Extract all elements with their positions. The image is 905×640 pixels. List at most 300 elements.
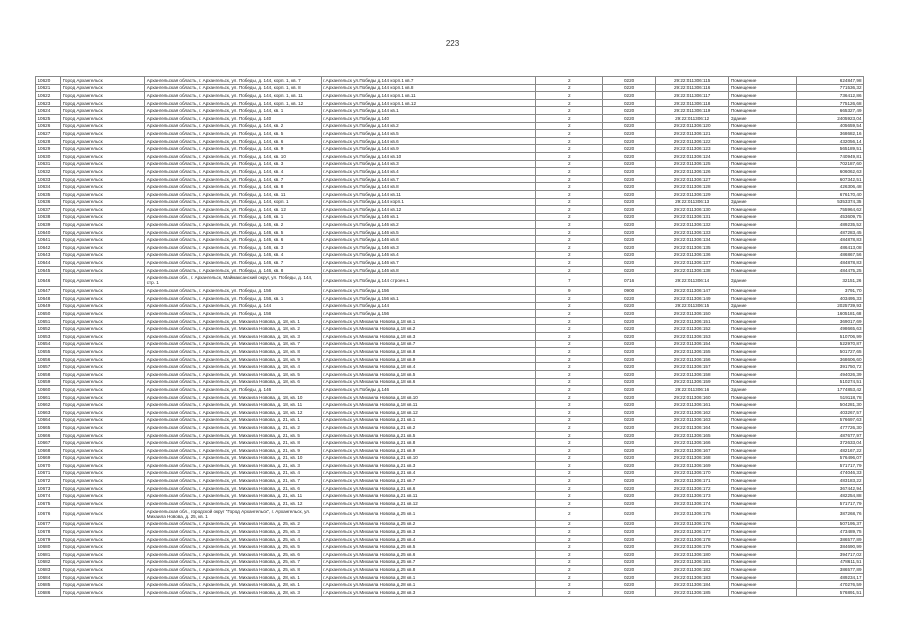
cell-full-address: Архангельская область, г. Архангельск, ул. Победы, д. 146, кв. 7 xyxy=(145,259,322,267)
cell-municipality: Город Архангельск xyxy=(61,520,145,528)
cell-cadastral-number: 29:22:011306:177 xyxy=(655,528,729,536)
cell-short-address: г.Архангельск ул.Михаила Новова д.25 кв.3 xyxy=(321,528,535,536)
cell-municipality: Город Архангельск xyxy=(61,99,145,107)
cell-cadastral-number: 29:22:011306:156 xyxy=(655,355,729,363)
cell-short-address: г.Архангельск ул.Победы д.146 кв.4 xyxy=(321,251,535,259)
cell-type-code: 2 xyxy=(536,535,603,543)
cell-object-kind: Помещение xyxy=(729,393,796,401)
cell-cadastral-number: 29:22:011306:129 xyxy=(655,190,729,198)
cell-object-code: 0220 xyxy=(603,317,656,325)
cell-full-address: Архангельская область, г. Архангельск, ул. Победы, д. 144, кв. 10 xyxy=(145,152,322,160)
cell-short-address: г.Архангельск ул.Михаила Новова д.25 кв.1 xyxy=(321,507,535,520)
cell-municipality: Город Архангельск xyxy=(61,160,145,168)
table-row xyxy=(36,183,864,191)
cell-municipality: Город Архангельск xyxy=(61,92,145,100)
cell-object-code: 0220 xyxy=(603,183,656,191)
cell-full-address: Архангельская область, г. Архангельск, ул. Михаила Новова, д. 18, кв. 6 xyxy=(145,378,322,386)
cell-full-address: Архангельская область, г. Архангельск, ул. Михаила Новова, д. 21, кв. 12 xyxy=(145,500,322,508)
cell-object-kind: Помещение xyxy=(729,446,796,454)
table-row xyxy=(36,295,864,303)
cell-municipality: Город Архангельск xyxy=(61,439,145,447)
cell-object-code: 0220 xyxy=(603,370,656,378)
cell-full-address: Архангельская область, г. Архангельск, ул. Победы, д. 156, кв. 1 xyxy=(145,295,322,303)
cell-cadastral-number: 29:22:011306:169 xyxy=(655,462,729,470)
cell-object-kind: Помещение xyxy=(729,520,796,528)
cell-municipality: Город Архангельск xyxy=(61,551,145,559)
cell-type-code: 2 xyxy=(536,424,603,432)
cell-full-address: Архангельская область, г. Архангельск, ул. Победы, д. 144, корп. 1, кв. 11 xyxy=(145,92,322,100)
cell-full-address: Архангельская область, г. Архангельск, ул. Михаила Новова, д. 18, кв. 5 xyxy=(145,370,322,378)
cell-cadastral-number: 29:22:011306:158 xyxy=(655,370,729,378)
cell-row-number: 10635 xyxy=(36,190,61,198)
cell-object-kind: Помещение xyxy=(729,462,796,470)
cell-object-code: 0220 xyxy=(603,251,656,259)
cell-municipality: Город Архангельск xyxy=(61,446,145,454)
cell-object-kind: Помещение xyxy=(729,363,796,371)
cell-municipality: Город Архангельск xyxy=(61,355,145,363)
cell-short-address: г.Архангельск ул.Победы д.146 кв.6 xyxy=(321,236,535,244)
cell-full-address: Архангельская область, г. Архангельск, ул. Михаила Новова, д. 18, кв. 1 xyxy=(145,317,322,325)
cell-full-address: Архангельская область, г. Архангельск, ул. Михаила Новова, д. 21, кв. 11 xyxy=(145,492,322,500)
cell-object-code: 0220 xyxy=(603,206,656,214)
cell-full-address: Архангельская область, г. Архангельск, ул. Михаила Новова, д. 28, кв. 1 xyxy=(145,573,322,581)
cell-short-address: г.Архангельск ул.Михаила Новова д.18 кв.7 xyxy=(321,340,535,348)
cell-short-address: г.Архангельск ул.Победы д.146 кв.8 xyxy=(321,266,535,274)
cell-row-number: 10672 xyxy=(36,477,61,485)
table-row xyxy=(36,287,864,295)
cell-type-code: 2 xyxy=(536,551,603,559)
cell-object-code: 0220 xyxy=(603,589,656,597)
cell-short-address: г.Архангельск ул.Михаила Новова д.21 кв.11 xyxy=(321,492,535,500)
cell-row-number: 10676 xyxy=(36,507,61,520)
cell-cadastral-number: 29:22:011306:12 xyxy=(655,114,729,122)
cell-municipality: Город Архангельск xyxy=(61,244,145,252)
cell-object-code: 0220 xyxy=(603,431,656,439)
cell-full-address: Архангельская область, г. Архангельск, ул. Михаила Новова, д. 25, кв. 2 xyxy=(145,520,322,528)
table-row xyxy=(36,228,864,236)
cell-object-code: 0220 xyxy=(603,325,656,333)
cell-object-kind: Здание xyxy=(729,302,796,310)
cell-type-code: 2 xyxy=(536,122,603,130)
cell-type-code: 2 xyxy=(536,228,603,236)
cell-object-kind: Помещение xyxy=(729,477,796,485)
cell-cadastral-number: 29:22:011306:167 xyxy=(655,446,729,454)
cell-cadastral-number: 29:22:011306:133 xyxy=(655,228,729,236)
cell-full-address: Архангельская область, г. Архангельск, ул. Победы, д. 144, кв. 12 xyxy=(145,206,322,214)
cell-municipality: Город Архангельск xyxy=(61,469,145,477)
cell-cadastral-value: 403495,33 xyxy=(796,295,863,303)
cell-object-code: 0220 xyxy=(603,160,656,168)
cell-cadastral-number: 29:22:011306:168 xyxy=(655,454,729,462)
cell-full-address: Архангельская область, г. Архангельск, ул. Михаила Новова, д. 21, кв. 10 xyxy=(145,454,322,462)
cell-short-address: г.Архангельск ул.Победы д.156 xyxy=(321,287,535,295)
cell-short-address: г.Архангельск ул.Михаила Новова д.21 кв.5 xyxy=(321,431,535,439)
cell-cadastral-value: 1774853,42 xyxy=(796,386,863,394)
cell-object-code: 0220 xyxy=(603,363,656,371)
cell-short-address: г.Архангельск ул.Победы д.146 кв.3 xyxy=(321,244,535,252)
cell-cadastral-number: 29:22:011306:160 xyxy=(655,393,729,401)
cell-row-number: 10651 xyxy=(36,317,61,325)
cell-cadastral-value: 3791,70 xyxy=(796,287,863,295)
cell-cadastral-number: 29:22:011306:179 xyxy=(655,543,729,551)
cell-object-code: 0220 xyxy=(603,573,656,581)
cell-object-code: 0220 xyxy=(603,507,656,520)
cell-full-address: Архангельская область, г. Архангельск, ул. Победы, д. 144, корп. 1 xyxy=(145,198,322,206)
table-body xyxy=(36,77,864,597)
table-row xyxy=(36,236,864,244)
cell-full-address: Архангельская область, г. Архангельск, ул. Победы, д. 144 xyxy=(145,302,322,310)
cell-object-code: 0220 xyxy=(603,333,656,341)
table-row xyxy=(36,393,864,401)
cell-cadastral-value: 487677,97 xyxy=(796,431,863,439)
cell-cadastral-value: 1605181,68 xyxy=(796,310,863,318)
cell-municipality: Город Архангельск xyxy=(61,363,145,371)
cell-municipality: Город Архангельск xyxy=(61,378,145,386)
cell-full-address: Архангельская область, г. Архангельск, ул. Михаила Новова, д. 21, кв. 6 xyxy=(145,484,322,492)
cell-short-address: г.Архангельск ул.Михаила Новова д.18 кв.3 xyxy=(321,333,535,341)
table-row xyxy=(36,500,864,508)
cell-cadastral-number: 29:22:011306:185 xyxy=(655,589,729,597)
cell-row-number: 10668 xyxy=(36,446,61,454)
cell-type-code: 2 xyxy=(536,213,603,221)
cell-row-number: 10639 xyxy=(36,221,61,229)
cell-row-number: 10665 xyxy=(36,424,61,432)
cell-municipality: Город Архангельск xyxy=(61,145,145,153)
cell-full-address: Архангельская область, г. Архангельск, ул. Михаила Новова, д. 28, кв. 3 xyxy=(145,589,322,597)
cell-type-code: 2 xyxy=(536,507,603,520)
table-row xyxy=(36,408,864,416)
cell-object-code: 0220 xyxy=(603,393,656,401)
cell-cadastral-number: 29:22:011306:166 xyxy=(655,439,729,447)
cell-row-number: 10653 xyxy=(36,333,61,341)
cell-short-address: г.Архангельск ул.Победы д.146 кв.5 xyxy=(321,228,535,236)
cell-cadastral-value: 484878,83 xyxy=(796,236,863,244)
cell-cadastral-value: 489234,17 xyxy=(796,573,863,581)
cell-object-kind: Здание xyxy=(729,386,796,394)
table-row xyxy=(36,325,864,333)
cell-full-address: Архангельская область, г. Архангельск, ул. Михаила Новова, д. 18, кв. 3 xyxy=(145,333,322,341)
cell-full-address: Архангельская область, г. Архангельск, ул. Михаила Новова, д. 21, кв. 5 xyxy=(145,431,322,439)
cell-short-address: г.Архангельск ул.Победы д.146 кв.7 xyxy=(321,259,535,267)
cell-cadastral-value: 624847,98 xyxy=(796,77,863,85)
cell-object-kind: Помещение xyxy=(729,333,796,341)
cell-object-kind: Помещение xyxy=(729,183,796,191)
table-row xyxy=(36,348,864,356)
cell-municipality: Город Архангельск xyxy=(61,454,145,462)
cell-full-address: Архангельская область, г. Архангельск, ул. Михаила Новова, д. 21, кв. 1 xyxy=(145,416,322,424)
cell-cadastral-number: 29:22:011306:125 xyxy=(655,160,729,168)
cell-row-number: 10649 xyxy=(36,302,61,310)
cell-cadastral-number: 29:22:011306:171 xyxy=(655,477,729,485)
cell-full-address: Архангельская область, г. Архангельск, ул. Михаила Новова, д. 18, кв. 10 xyxy=(145,393,322,401)
cell-row-number: 10654 xyxy=(36,340,61,348)
cell-type-code: 2 xyxy=(536,333,603,341)
cell-cadastral-value: 519118,78 xyxy=(796,393,863,401)
cell-municipality: Город Архангельск xyxy=(61,251,145,259)
cell-full-address: Архангельская область, г. Архангельск, ул. Михаила Новова, д. 21, кв. 7 xyxy=(145,477,322,485)
cell-row-number: 10663 xyxy=(36,408,61,416)
table-row xyxy=(36,107,864,115)
cell-cadastral-number: 29:22:011306:183 xyxy=(655,573,729,581)
cell-object-kind: Помещение xyxy=(729,500,796,508)
cell-municipality: Город Архангельск xyxy=(61,84,145,92)
table-row xyxy=(36,221,864,229)
cell-cadastral-value: 432056,14 xyxy=(796,137,863,145)
cell-short-address: г.Архангельск ул.Победы д.146 кв.2 xyxy=(321,221,535,229)
cell-municipality: Город Архангельск xyxy=(61,566,145,574)
table-row xyxy=(36,122,864,130)
cell-municipality: Город Архангельск xyxy=(61,401,145,409)
cell-municipality: Город Архангельск xyxy=(61,408,145,416)
cell-short-address: г.Архангельск ул.Победы д.144 корп.1 кв.12 xyxy=(321,99,535,107)
cell-cadastral-number: 29:22:011306:162 xyxy=(655,408,729,416)
cell-type-code: 2 xyxy=(536,236,603,244)
cell-type-code: 2 xyxy=(536,528,603,536)
cell-type-code: 2 xyxy=(536,99,603,107)
cell-row-number: 10633 xyxy=(36,175,61,183)
cell-full-address: Архангельская область, г. Архангельск, ул. Победы, д. 144, корп. 1, кв. 8 xyxy=(145,84,322,92)
cell-object-code: 0220 xyxy=(603,122,656,130)
cell-type-code: 2 xyxy=(536,500,603,508)
cell-municipality: Город Архангельск xyxy=(61,581,145,589)
cell-cadastral-value: 5353374,35 xyxy=(796,198,863,206)
cell-object-kind: Помещение xyxy=(729,244,796,252)
cell-short-address: г.Архангельск ул.Михаила Новова д.25 кв.7 xyxy=(321,558,535,566)
table-row xyxy=(36,274,864,287)
table-row xyxy=(36,137,864,145)
cell-type-code: 2 xyxy=(536,370,603,378)
cell-object-kind: Помещение xyxy=(729,378,796,386)
cell-cadastral-value: 372633,04 xyxy=(796,439,863,447)
cell-short-address: г.Архангельск ул.Михаила Новова д.18 кв.11 xyxy=(321,401,535,409)
cell-row-number: 10658 xyxy=(36,370,61,378)
cell-cadastral-number: 29:22:011306:149 xyxy=(655,295,729,303)
cell-cadastral-number: 29:22:011306:16 xyxy=(655,386,729,394)
cell-object-kind: Помещение xyxy=(729,558,796,566)
cell-object-code: 0220 xyxy=(603,221,656,229)
cell-cadastral-number: 29:22:011306:15 xyxy=(655,302,729,310)
cell-row-number: 10684 xyxy=(36,573,61,581)
cell-object-code: 0220 xyxy=(603,558,656,566)
cell-object-kind: Помещение xyxy=(729,581,796,589)
cell-object-kind: Здание xyxy=(729,274,796,287)
cell-object-kind: Помещение xyxy=(729,431,796,439)
cell-object-kind: Помещение xyxy=(729,484,796,492)
table-row xyxy=(36,175,864,183)
cell-object-code: 0716 xyxy=(603,274,656,287)
cell-cadastral-value: 2405923,04 xyxy=(796,114,863,122)
cell-short-address: г.Архангельск ул.Победы д.144 кв.7 xyxy=(321,175,535,183)
cell-cadastral-number: 29:22:011306:150 xyxy=(655,310,729,318)
cell-short-address: г.Архангельск ул.Михаила Новова д.18 кв.2 xyxy=(321,325,535,333)
table-row xyxy=(36,446,864,454)
cell-row-number: 10681 xyxy=(36,551,61,559)
cell-cadastral-value: 489235,52 xyxy=(796,221,863,229)
cell-municipality: Город Архангельск xyxy=(61,462,145,470)
cell-object-kind: Помещение xyxy=(729,424,796,432)
cell-object-kind: Помещение xyxy=(729,266,796,274)
cell-short-address: г.Архангельск ул.Михаила Новова д.18 кв.9 xyxy=(321,355,535,363)
table-row xyxy=(36,492,864,500)
cell-full-address: Архангельская область, г. Архангельск, ул. Михаила Новова, д. 18, кв. 11 xyxy=(145,401,322,409)
table-row xyxy=(36,543,864,551)
cell-object-code: 0220 xyxy=(603,302,656,310)
cell-full-address: Архангельская область, г. Архангельск, ул. Победы, д. 144, кв. 8 xyxy=(145,183,322,191)
cell-object-code: 0220 xyxy=(603,84,656,92)
cell-cadastral-number: 29:22:011306:152 xyxy=(655,325,729,333)
cell-cadastral-value: 426306,48 xyxy=(796,183,863,191)
cell-municipality: Город Архангельск xyxy=(61,152,145,160)
cell-row-number: 10631 xyxy=(36,160,61,168)
cell-type-code: 2 xyxy=(536,168,603,176)
cell-full-address: Архангельская обл., городской округ "Город Архангельск", г. Архангельск, ул. Михаила Новова, д. 25, кв. 1 xyxy=(145,507,322,520)
table-row xyxy=(36,168,864,176)
cell-full-address: Архангельская область, г. Архангельск, ул. Победы, д. 144, кв. 11 xyxy=(145,190,322,198)
cell-row-number: 10646 xyxy=(36,274,61,287)
cell-object-kind: Помещение xyxy=(729,401,796,409)
cell-type-code: 2 xyxy=(536,355,603,363)
cell-cadastral-value: 665327,49 xyxy=(796,107,863,115)
cell-cadastral-number: 29:22:011306:137 xyxy=(655,259,729,267)
cell-object-code: 0220 xyxy=(603,500,656,508)
cell-row-number: 10641 xyxy=(36,236,61,244)
table-row xyxy=(36,535,864,543)
cell-cadastral-number: 29:22:011306:124 xyxy=(655,152,729,160)
table-row xyxy=(36,198,864,206)
cell-short-address: г.Архангельск ул.Михаила Новова д.21 кв.6 xyxy=(321,484,535,492)
cell-type-code: 2 xyxy=(536,114,603,122)
cell-short-address: г.Архангельск ул.Михаила Новова д.21 кв.10 xyxy=(321,454,535,462)
cell-row-number: 10620 xyxy=(36,77,61,85)
cell-full-address: Архангельская область, г. Архангельск, ул. Михаила Новова, д. 21, кв. 8 xyxy=(145,439,322,447)
cell-cadastral-value: 775126,68 xyxy=(796,99,863,107)
cell-full-address: Архангельская область, г. Архангельск, ул. Победы, д. 146, кв. 3 xyxy=(145,244,322,252)
cell-cadastral-value: 473489,75 xyxy=(796,528,863,536)
cell-full-address: Архангельская область, г. Архангельск, ул. Победы, д. 144, кв. 1 xyxy=(145,107,322,115)
cell-cadastral-value: 474046,33 xyxy=(796,469,863,477)
cell-row-number: 10621 xyxy=(36,84,61,92)
cell-object-code: 0900 xyxy=(603,287,656,295)
cell-object-kind: Помещение xyxy=(729,551,796,559)
cell-short-address: г.Архангельск ул.Победы д.144 корп.1 кв.8 xyxy=(321,84,535,92)
cell-cadastral-number: 29:22:011306:175 xyxy=(655,507,729,520)
cell-row-number: 10630 xyxy=(36,152,61,160)
cell-cadastral-value: 487283,45 xyxy=(796,228,863,236)
cell-short-address: г.Архангельск ул.Победы д.144 кв.11 xyxy=(321,190,535,198)
cell-object-kind: Помещение xyxy=(729,492,796,500)
cell-cadastral-value: 771536,32 xyxy=(796,84,863,92)
table-row xyxy=(36,160,864,168)
cell-object-kind: Помещение xyxy=(729,310,796,318)
cell-object-code: 0220 xyxy=(603,190,656,198)
table-row xyxy=(36,213,864,221)
cell-full-address: Архангельская область, г. Архангельск, ул. Победы, д. 146 xyxy=(145,386,322,394)
cell-object-code: 0220 xyxy=(603,424,656,432)
cell-type-code: 2 xyxy=(536,431,603,439)
cell-cadastral-value: 394717,02 xyxy=(796,551,863,559)
cell-row-number: 10677 xyxy=(36,520,61,528)
cell-object-code: 0220 xyxy=(603,236,656,244)
table-row xyxy=(36,114,864,122)
table-row xyxy=(36,551,864,559)
cell-cadastral-number: 29:22:011306:159 xyxy=(655,378,729,386)
cell-type-code: 2 xyxy=(536,145,603,153)
cell-row-number: 10644 xyxy=(36,259,61,267)
cell-object-code: 0220 xyxy=(603,259,656,267)
cell-cadastral-value: 478611,51 xyxy=(796,558,863,566)
cell-cadastral-value: 386577,89 xyxy=(796,566,863,574)
cell-object-kind: Помещение xyxy=(729,137,796,145)
cell-full-address: Архангельская область, г. Архангельск, ул. Михаила Новова, д. 18, кв. 8 xyxy=(145,348,322,356)
cell-object-kind: Помещение xyxy=(729,355,796,363)
cell-object-kind: Помещение xyxy=(729,168,796,176)
cell-object-code: 0220 xyxy=(603,145,656,153)
cell-short-address: г.Архангельск ул.Победы д.140 xyxy=(321,114,535,122)
cell-object-code: 0220 xyxy=(603,175,656,183)
cell-object-kind: Помещение xyxy=(729,228,796,236)
cell-full-address: Архангельская область, г. Архангельск, ул. Победы, д. 144, корп. 1, кв. 7 xyxy=(145,77,322,85)
cell-short-address: г.Архангельск ул.Победы д.144 кв.12 xyxy=(321,206,535,214)
cell-cadastral-number: 29:22:011306:154 xyxy=(655,340,729,348)
cell-type-code: 2 xyxy=(536,198,603,206)
cell-object-kind: Помещение xyxy=(729,175,796,183)
table-row xyxy=(36,386,864,394)
cell-object-code: 0220 xyxy=(603,469,656,477)
cell-cadastral-number: 29:22:011306:178 xyxy=(655,535,729,543)
cell-full-address: Архангельская область, г. Архангельск, ул. Победы, д. 144, корп. 1, кв. 12 xyxy=(145,99,322,107)
cell-row-number: 10660 xyxy=(36,386,61,394)
cell-object-code: 0220 xyxy=(603,266,656,274)
cell-object-kind: Помещение xyxy=(729,160,796,168)
cell-row-number: 10637 xyxy=(36,206,61,214)
cell-cadastral-number: 29:22:011306:172 xyxy=(655,484,729,492)
cell-short-address: г.Архангельск ул.Михаила Новова д.21 кв.3 xyxy=(321,462,535,470)
table-row xyxy=(36,589,864,597)
cell-short-address: г.Архангельск ул.Победы д.144 корп.1 кв.7 xyxy=(321,77,535,85)
cadastral-value-table xyxy=(35,76,864,597)
cell-short-address: г.Архангельск ул.Победы д.146 кв.1 xyxy=(321,213,535,221)
cell-municipality: Город Архангельск xyxy=(61,107,145,115)
cell-cadastral-number: 29:22:011306:164 xyxy=(655,424,729,432)
cell-short-address: г.Архангельск ул.Победы д.144 корп.1 xyxy=(321,198,535,206)
cell-object-code: 0220 xyxy=(603,168,656,176)
cell-cadastral-value: 391750,72 xyxy=(796,363,863,371)
cell-cadastral-value: 607342,51 xyxy=(796,175,863,183)
cell-type-code: 7 xyxy=(536,274,603,287)
cell-short-address: г.Архангельск ул.Победы д.144 кв.6 xyxy=(321,137,535,145)
cell-full-address: Архангельская область, г. Архангельск, ул. Победы, д. 146, кв. 5 xyxy=(145,228,322,236)
cell-cadastral-value: 486413,08 xyxy=(796,244,863,252)
cell-short-address: г.Архангельск ул.Михаила Новова д.21 кв.12 xyxy=(321,500,535,508)
cell-object-kind: Помещение xyxy=(729,259,796,267)
cell-row-number: 10624 xyxy=(36,107,61,115)
cell-full-address: Архангельская область, г. Архангельск, ул. Победы, д. 144, кв. 5 xyxy=(145,130,322,138)
cell-type-code: 2 xyxy=(536,543,603,551)
cell-cadastral-value: 571717,79 xyxy=(796,500,863,508)
table-row xyxy=(36,558,864,566)
cell-cadastral-value: 702187,60 xyxy=(796,160,863,168)
table-row xyxy=(36,84,864,92)
cell-full-address: Архангельская область, г. Архангельск, ул. Михаила Новова, д. 18, кв. 7 xyxy=(145,340,322,348)
cell-row-number: 10670 xyxy=(36,462,61,470)
cell-municipality: Город Архангельск xyxy=(61,236,145,244)
cell-row-number: 10627 xyxy=(36,130,61,138)
cell-short-address: г.Архангельск ул.Михаила Новова д.21 кв.8 xyxy=(321,439,535,447)
cell-short-address: г.Архангельск ул.Победы д.144 кв.3 xyxy=(321,160,535,168)
table-row xyxy=(36,439,864,447)
cell-short-address: г.Архангельск ул.Михаила Новова д.18 кв.1 xyxy=(321,317,535,325)
cell-object-kind: Здание xyxy=(729,198,796,206)
